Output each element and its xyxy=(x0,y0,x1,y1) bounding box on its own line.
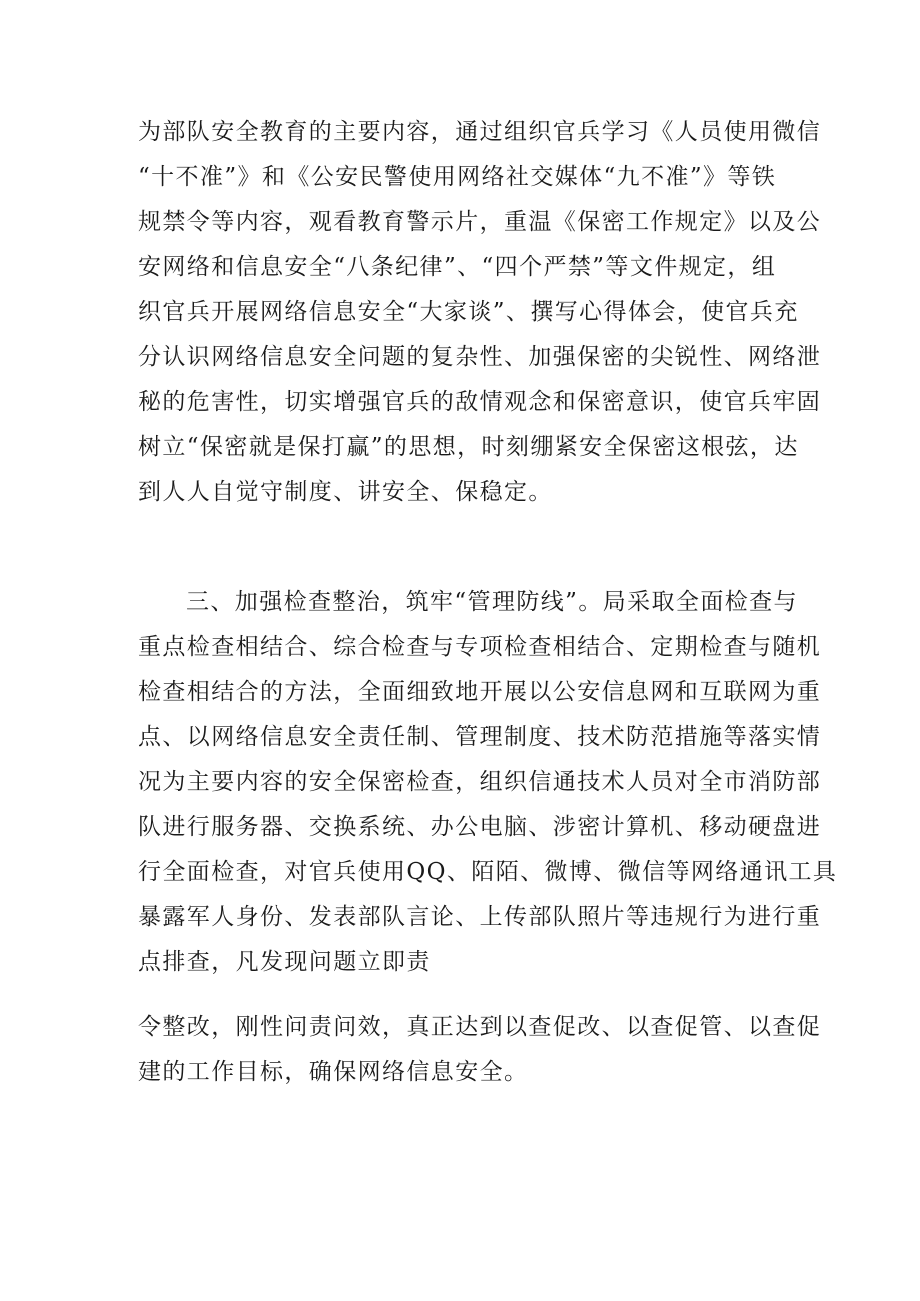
paragraph-2-line-3: 检查相结合的方法，全面细致地开展以公安信息网和互联网为重 xyxy=(138,679,822,705)
paragraph-1-line-3: 规禁令等内容，观看教育警示片，重温《保密工作规定》以及公 xyxy=(138,209,822,235)
paragraph-2-line-1: 三、加强检查整治，筑牢“管理防线”。局采取全面检查与 xyxy=(186,589,798,615)
paragraph-2-line-11: 建的工作目标，确保网络信息安全。 xyxy=(138,1059,529,1085)
paragraph-1-line-2: “十不准”》和《公安民警使用网络社交媒体“九不准”》等铁 xyxy=(138,164,777,190)
paragraph-2-line-2: 重点检查相结合、综合检查与专项检查相结合、定期检查与随机 xyxy=(138,634,822,660)
paragraph-1-line-8: 树立“保密就是保打赢”的思想，时刻绷紧安全保密这根弦，达 xyxy=(138,434,799,460)
paragraph-2-line-10: 令整改，刚性问责问效，真正达到以查促改、以查促管、以查促 xyxy=(138,1014,822,1040)
paragraph-2-line-8: 暴露军人身份、发表部队言论、上传部队照片等违规行为进行重 xyxy=(138,904,822,930)
paragraph-2-line-4: 点、以网络信息安全责任制、管理制度、技术防范措施等落实情 xyxy=(138,724,822,750)
paragraph-2-line-7: 行全面检查，对官兵使用QQ、陌陌、微博、微信等网络通讯工具 xyxy=(138,859,838,885)
paragraph-1-line-7: 秘的危害性，切实增强官兵的敌情观念和保密意识，使官兵牢固 xyxy=(138,389,822,415)
paragraph-1-line-1: 为部队安全教育的主要内容，通过组织官兵学习《人员使用微信 xyxy=(138,119,822,145)
paragraph-1-line-6: 分认识网络信息安全问题的复杂性、加强保密的尖锐性、网络泄 xyxy=(138,344,822,370)
paragraph-1-line-4: 安网络和信息安全“八条纪律”、“四个严禁”等文件规定，组 xyxy=(138,254,777,280)
paragraph-2-line-5: 况为主要内容的安全保密检查，组织信通技术人员对全市消防部 xyxy=(138,769,822,795)
paragraph-1-line-5: 织官兵开展网络信息安全“大家谈”、撰写心得体会，使官兵充 xyxy=(138,299,799,325)
paragraph-1-line-9: 到人人自觉守制度、讲安全、保稳定。 xyxy=(138,479,553,505)
paragraph-2-line-6: 队进行服务器、交换系统、办公电脑、涉密计算机、移动硬盘进 xyxy=(138,814,822,840)
paragraph-2-line-9: 点排查，凡发现问题立即责 xyxy=(138,949,431,975)
